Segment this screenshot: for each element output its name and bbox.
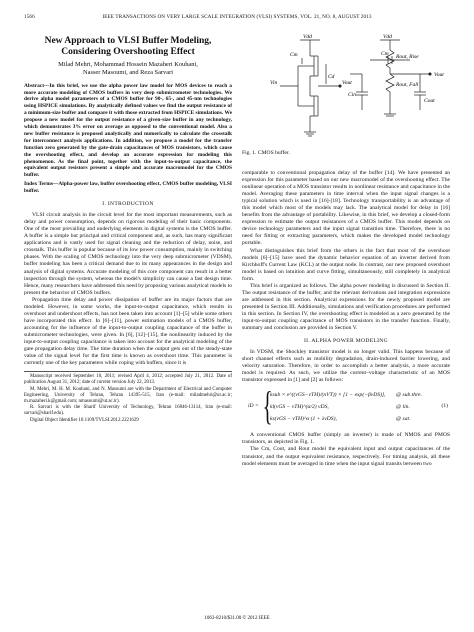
running-header: [24, 14, 450, 20]
footnote-received: Manuscript received September 10, 2011; revised April 4, 2012; accepted July 21, 2012. Date of publication August 31, 2012; date of current version July 22, 2013.: [24, 374, 232, 386]
label-cin: Cin: [348, 92, 356, 98]
label-rout-fall: Rout, Fall: [396, 82, 419, 88]
journal-title: IEEE TRANSACTIONS ON VERY LARGE SCALE INTEGRATION (VLSI) SYSTEMS, VOL. 21, NO. 8, AUGUST 2013: [102, 14, 372, 20]
label-vdd-right: Vdd: [383, 34, 392, 40]
index-terms: Index Terms—Alpha-power law, buffer overshooting effect, CMOS buffer modeling, VLSI buffer.: [24, 181, 232, 195]
footnote-doi: Digital Object Identifier 10.1109/TVLSI.2012.2221629: [30, 417, 139, 423]
page-number: 1566: [24, 14, 35, 20]
label-cm-top: Cm: [290, 52, 298, 58]
figure-caption: Fig. 1. CMOS buffer.: [242, 150, 290, 156]
alpha-paragraph-1: In VDSM, the Shockley transistor model is no longer valid. This happens because of short channel effects such as mobility degradation, drain-induced barrier lowering, and velocity saturation. Therefore, in order to accomplish a better analysis, a more accurate model is required. As such, we utilize the current–voltage characteristic of an MOS transistor expressed in [1] and [2] as follows:: [242, 349, 450, 384]
cmos-buffer-figure: [270, 34, 450, 152]
label-vin: Vin: [270, 80, 278, 86]
paper-title: New Approach to VLSI Buffer Modeling, Considering Overshooting Effect: [44, 36, 212, 57]
authors-line-1: Milad Mehri, Mohammad Hossein Mazaheri Kouhani,: [58, 61, 198, 68]
label-rout-rise: Rout, Rise: [396, 54, 419, 60]
equation-cond-subthreshold: @ sub.thre.: [396, 392, 422, 399]
label-cd: Cd: [328, 74, 335, 80]
right-paragraph-3: This brief is organized as follows. The alpha power modeling is discussed in Section II. The output resistance of the buffer, and the relevant derivations and integration expressions are addressed in this section. Analytical expressions for the newly proposed model are presented in Section III. Additionally, simulations and verification procedures are performed in this section. In Section IV, the overshooting effect is modeled as a zero generated by the input-to-output coupling capacitance of MOS transistors in the transfer function. Finally, summary and conclusion are provided in Section V.: [242, 282, 450, 332]
equation-1: iD = { ksub × e^((vGS−vTH)/(nVT)) × [1 − exp(−βvDS)], @ sub.thre. kl(vGS − vTH)^(α/2) vDS, @ lin. ks(vGS − vTH)^α (1 + λvDS), @ sat. (1): [248, 383, 448, 429]
intro-paragraph-2: Propagation time delay and power dissipation of buffer are its major factors that are modeled. However, in some works, the input-to-output capacitance, which results in overshoot and undershoot effects, has not been taken into account [1]–[5] while some others have incorporated this effect. In [6]–[11], power estimation models of a CMOS buffer, accounting for the influence of the input-to-output coupling capacitance of the buffer in submicrometer technologies, were given. In [6], [12]–[15], the nonlinearity induced by the input-to-output coupling capacitance is taken into account for the analytical modeling of the gate propagation delay time. The time duration when the output gets out of the steady-state value of the signal level for the first time is known as overshoot time. This parameter is currently one of the key parameters while coping with buffers, since it is: [24, 296, 232, 367]
alpha-paragraph-2: A conventional CMOS buffer (simply an inverter) is made of NMOS and PMOS transistors, as depicted in Fig. 1.: [242, 432, 450, 446]
label-cm-bottom: Cm: [381, 51, 389, 57]
label-vout-right: Vout: [434, 72, 444, 78]
label-vdd-left: Vdd: [303, 34, 312, 40]
footnote-affiliation-1: M. Mehri, M. H. M. Kouhani, and N. Masoumi are with the Department of Electrical and Computer Engineering, University of Tehran, Tehran 14395-515, Iran (e-mail: miladmehri@ut.ac.ir; m.mazaheri.k@gmail.com; nmasoumi@ut.ac.ir).: [24, 386, 232, 404]
label-cout: Cout: [424, 98, 435, 104]
equation-saturation: ks(vGS − vTH)^α (1 + λvDS),: [270, 416, 337, 423]
copyright-line: 1063-8210/$31.00 © 2012 IEEE: [204, 616, 270, 621]
left-column: [24, 34, 232, 424]
abstract: Abstract—In this brief, we use the alpha power law model for MOS devices to reach a more accurate modeling of CMOS buffers in very deep submicrometer technologies. We derive alpha model parameters of a CMOS buffer for 90-, 65-, and 45-nm technologies using HSPICE simulations. By analytically defined values we find the output resistance of a minimum-size buffer and compare it with those extracted from HSPICE simulations. We propose a new model for the output resistance of a given-size buffer in any technology, which demonstrates 3% error on average as opposed to the conventional model. Also a new buffer resistance is proposed analytically and numerically to calculate the crosstalk for interconnect analysis applications. In addition, we propose a model for the transfer function zero generated by the gate-drain capacitances of MOS transistors, which cause the overshooting effect, and develop an accurate expression for modeling this phenomenon. As the final point, together with the input-to-output capacitance, the equivalent output resistors present a simple and accurate macromodel for the CMOS buffer.: [24, 82, 232, 179]
right-column: [242, 170, 450, 468]
authors-line-2: Nasser Masoumi, and Reza Sarvari: [83, 68, 173, 76]
intro-paragraph-1: VLSI circuit analysis in the circuit level for the most important measurements, such as delay and power consumption, depends on rigorous modeling of their basic components. One of the most prevailing and underlying elements in digital systems is the CMOS buffer. A buffer is a simple but principal and critical component and, as such, has many significant applications and is vastly used for signal cleaning and the reduction of delay, noise, and crosstalk. This buffer is popular because of its low power consumption, mainly in switching phases. With the scaling of CMOS technology into the very deep submicrometer (VDSM), buffer modeling has been a critical demand due to its many appearances in the design and analysis of digital systems. Accurate modeling of this core component can result in a better inspection through the system, whereas the model's simplicity can cause a fast design time. Hence, many researchers have addressed this need by proposing various analytical models to present the behavior of CMOS buffers.: [24, 212, 232, 296]
equation-subthreshold: ksub × e^((vGS−vTH)/(nVT)) × [1 − exp(−βvDS)],: [270, 392, 386, 399]
equation-lhs: iD =: [248, 403, 259, 410]
equation-number: (1): [441, 403, 448, 410]
section-2-title: II. ALPHA POWER MODELING: [304, 338, 388, 345]
footnote-affiliation-2: R. Sarvari is with the Sharif University of Technology, Tehran 16846-13114, Iran (e-mail: sarvari@sharif.edu).: [24, 405, 232, 417]
alpha-paragraph-3: The Cm, Cout, and Rout model the equivalent input and output capacitances of the transistor, and the output equivalent resistance, respectively. For timing analysis, all these model elements must be averaged in time when the input signal transits between two: [242, 446, 450, 467]
equation-cond-saturation: @ sat.: [396, 416, 411, 423]
right-paragraph-2: What distinguishes this brief from the others is the fact that most of the overshoot models [6]–[15] have used the dynamic behavior equation of an inverter derived from Kirchhoff's Current Law (KCL) at the output node. In contrast, our new proposed overshoot model is based on intuition and curve fitting, simultaneously, still completely in analytical form.: [242, 247, 450, 282]
right-paragraph-1: comparable to conventional propagation delay of the buffer [14]. We have presented an expression for this parameter based on our new macromodel of the overshooting effect. The nonlinear operation of a MOS transistor results in nonlinear resistance and capacitance in the model. Averaging these parameters in time interval when the input signal changes is a typical solution which is used in [16]-[18]. Technology transportability is an advantage of this model which most of the models may lack. The analytical model for delay in [16] benefits from the advantage of portability. Likewise, in this brief, we develop a closed-form expression to estimate the output resistances of a CMOS buffer. This model depends on device technology parameters and the input signal transition time. Therefore, there is no need for fitting or extracting parameters, which makes the developed model technology portable.: [242, 170, 450, 247]
equation-linear: kl(vGS − vTH)^(α/2) vDS,: [270, 404, 329, 411]
equation-cond-linear: @ lin.: [396, 404, 410, 411]
section-1-title: I. INTRODUCTION: [102, 201, 154, 208]
footnotes: [24, 371, 232, 424]
authors: [24, 61, 232, 77]
label-vout-left: Vout: [342, 80, 352, 86]
